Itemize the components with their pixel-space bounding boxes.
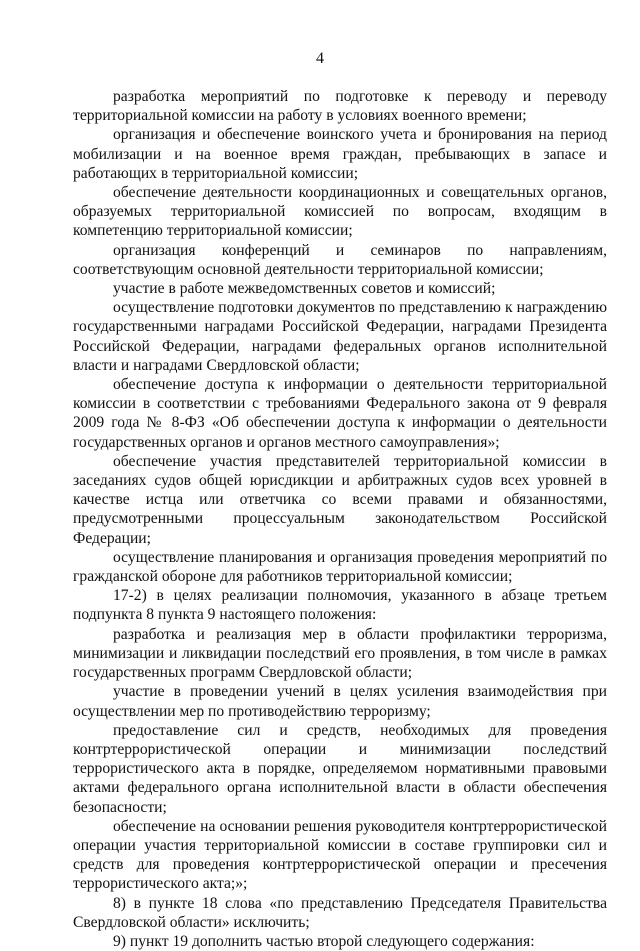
page-number: 4 (316, 50, 324, 67)
paragraph: обеспечение на основании решения руководителя контртеррористической операции участия территориальной комиссии в составе группировки сил и средств для проведения контртеррористической операции и пресечения террористического акта;»; (73, 817, 607, 893)
paragraph: обеспечение доступа к информации о деятельности территориальной комиссии в соответствии с требованиями Федерального закона от 9 февраля 2009 года № 8-ФЗ «Об обеспечении доступа к информации о деятельности государственных органов и органов местного самоуправления»; (73, 376, 607, 451)
paragraph: разработка и реализация мер в области профилактики терроризма, минимизации и ликвидации последствий его проявления, в том числе в рамках государственных программ Свердловской области; (73, 625, 607, 682)
document-body (73, 87, 607, 951)
paragraph: обеспечение участия представителей территориальной комиссии в заседаниях судов общей юрисдикции и арбитражных судов всех уровней в качестве истца или ответчика со всеми правами и обязанностями, предусмотренными процессуальным законодательством Российской Федерации; (73, 452, 607, 547)
paragraph: участие в работе межведомственных советов и комиссий; (113, 280, 496, 298)
paragraph: 17-2) в целях реализации полномочия, указанного в абзаце третьем подпункта 8 пункта 9 настоящего положения: (73, 587, 607, 624)
paragraph: 9) пункт 19 дополнить частью второй следующего содержания: (113, 932, 535, 950)
paragraph: осуществление подготовки документов по представлению к награждению государственными наградами Российской Федерации, наградами Президента Российской Федерации, наградами федеральных органов исполнительной власти и наградами Свердловской области; (73, 299, 607, 374)
paragraph: предоставление сил и средств, необходимых для проведения контртеррористической операции и минимизации последствий террористического акта в порядке, определяемом нормативными правовыми актами федерального органа исполнительной власти в области обеспечения безопасности; (73, 721, 607, 816)
paragraph: организация конференций и семинаров по направлениям, соответствующим основной деятельности территориальной комиссии; (73, 241, 607, 278)
paragraph: обеспечение деятельности координационных и совещательных органов, образуемых территориальной комиссией по вопросам, входящим в компетенцию территориальной комиссии; (73, 184, 607, 240)
paragraph: участие в проведении учений в целях усиления взаимодействия при осуществлении мер по противодействию терроризму; (73, 683, 607, 720)
paragraph: разработка мероприятий по подготовке к переводу и переводу территориальной комиссии на работу в условиях военного времени; (73, 88, 607, 125)
paragraph: 8) в пункте 18 слова «по представлению Председателя Правительства Свердловской области» исключить; (73, 894, 607, 931)
paragraph: организация и обеспечение воинского учета и бронирования на период мобилизации и на военное время граждан, пребывающих в запасе и работающих в территориальной комиссии; (73, 126, 607, 182)
paragraph: осуществление планирования и организация проведения мероприятий по гражданской обороне для работников территориальной комиссии; (73, 548, 607, 586)
